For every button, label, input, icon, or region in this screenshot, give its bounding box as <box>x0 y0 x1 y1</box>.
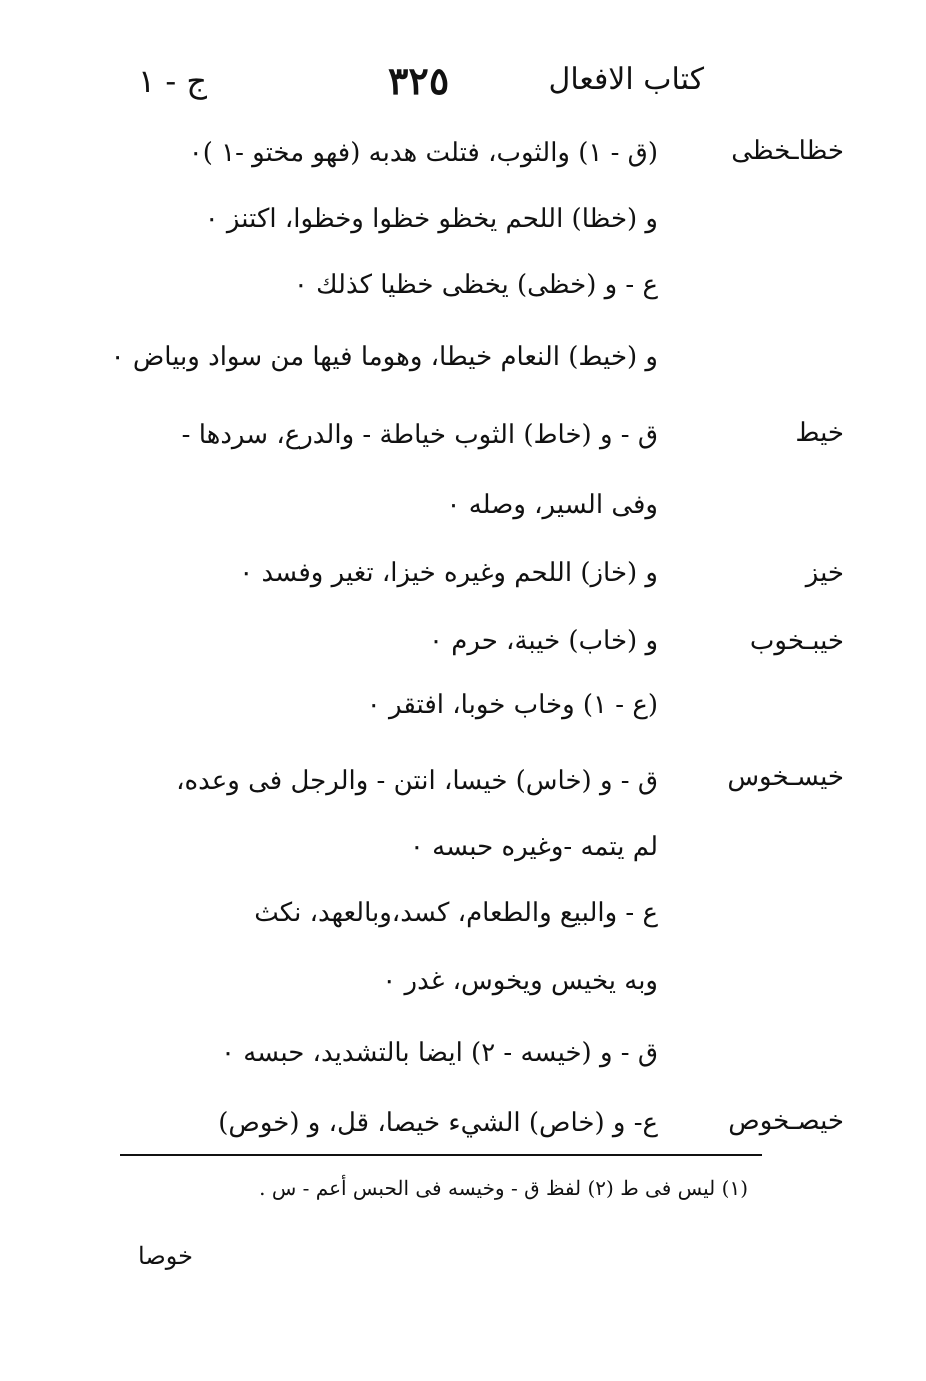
entry-line: و (خاز) اللحم وغيره خيزا، تغير وفسد ٠ <box>239 558 658 588</box>
entry-head: خيز <box>805 558 844 588</box>
entry-line: ع - والبيع والطعام، كسد،وبالعهد، نكث <box>254 898 658 928</box>
part-number: ج - ١ <box>138 62 207 100</box>
catchword: خوصا <box>138 1242 193 1270</box>
entry-line: ق - و (خيسه - ٢) ايضا بالتشديد، حبسه ٠ <box>221 1038 658 1068</box>
entry-line: ق - و (خاط) الثوب خياطة - والدرع، سردها - <box>181 420 658 450</box>
page-number: ٣٢٥ <box>388 58 450 103</box>
entry-line: لم يتمه -وغيره حبسه ٠ <box>409 832 658 862</box>
entry-head: خيبـخوب <box>749 626 844 656</box>
entry-line: و (خاب) خيبة، حرم ٠ <box>429 626 658 656</box>
entry-line: ق - و (خاس) خيسا، انتن - والرجل فى وعده، <box>176 766 658 796</box>
entry-line: ع - و (خظى) يخظى خظيا كذلك ٠ <box>293 270 658 300</box>
entry-line: وبه يخيس ويخوس، غدر ٠ <box>382 966 658 996</box>
entry-head: خيصـخوص <box>728 1106 844 1136</box>
entry-line: (ع - ١) وخاب خوبا، افتقر ٠ <box>366 690 658 720</box>
footnote-rule <box>120 1154 762 1156</box>
entry-line: (ق - ١) والثوب، فتلت هدبه (فهو مختو -١ )٠ <box>188 138 658 168</box>
entry-line: و (خظا) اللحم يخظو خظوا وخظوا، اكتنز ٠ <box>204 204 658 234</box>
entry-line: وفى السير، وصله ٠ <box>446 490 658 520</box>
footnote: (١) ليس فى ط (٢) لفظ ق - وخيسه فى الحبس أعم - س . <box>259 1176 748 1200</box>
entry-line: ع- و (خاص) الشيء خيصا، قل، و (خوص) <box>218 1108 658 1138</box>
book-title: كتاب الافعال <box>548 62 704 97</box>
entry-head: خيط <box>795 418 844 448</box>
entry-head: خظاـخظى <box>731 136 844 166</box>
entry-head: خيسـخوس <box>727 762 844 792</box>
entry-line: و (خيط) النعام خيطا، وهوما فيها من سواد وبياض ٠ <box>110 342 658 372</box>
